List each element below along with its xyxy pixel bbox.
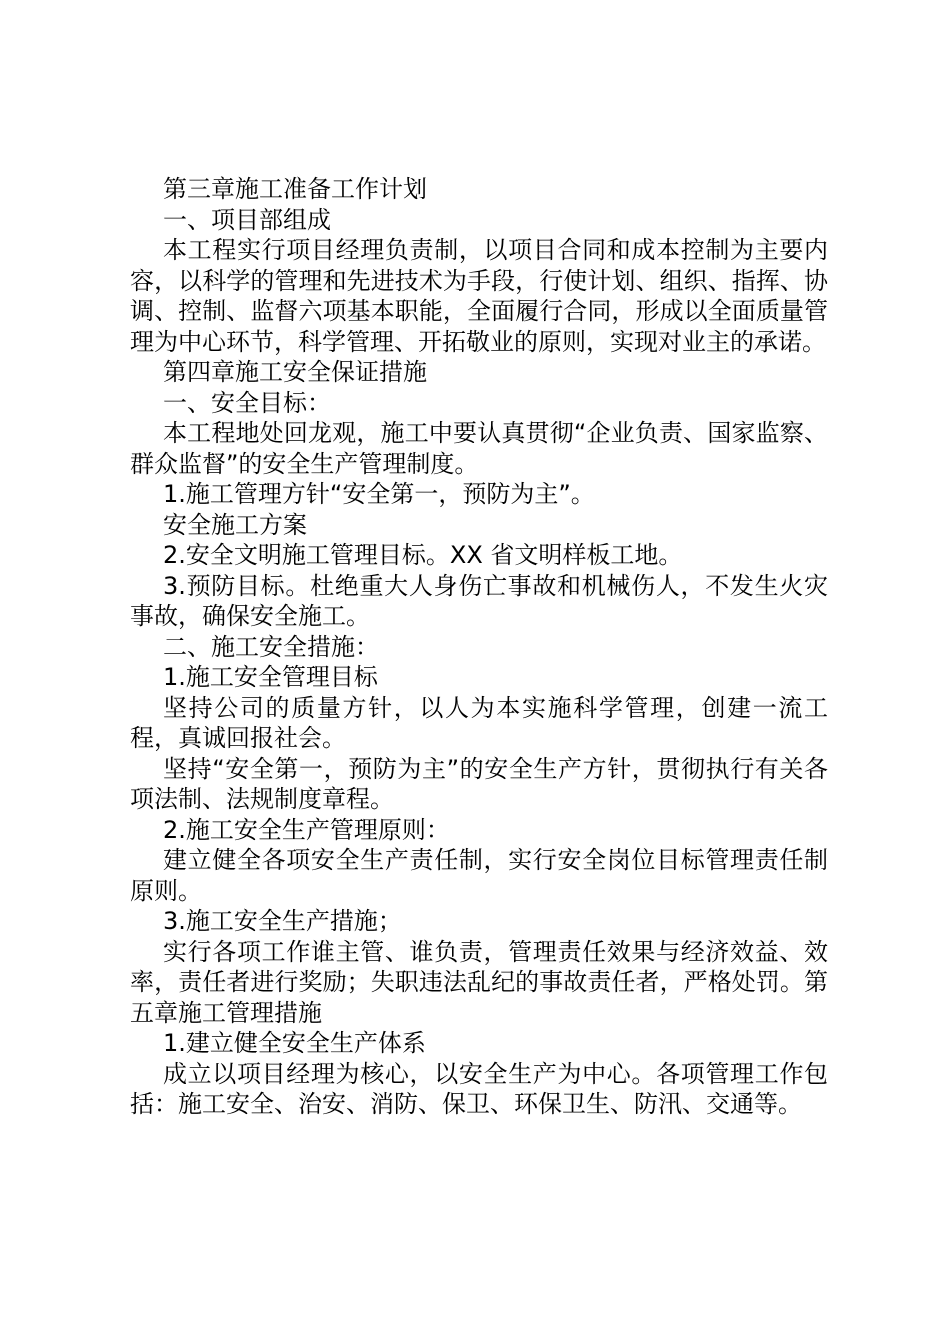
paragraph-safety-policy: 坚持“安全第一，预防为主”的安全生产方针，贯彻执行有关各项法制、法规制度章程。 (130, 754, 828, 813)
section-project-dept-heading: 一、项目部组成 (163, 205, 331, 234)
item-management-principle: 2.施工安全生产管理原则： (163, 815, 450, 844)
subheading-safety-plan: 安全施工方案 (163, 510, 307, 539)
chapter-4-heading: 第四章施工安全保证措施 (163, 358, 427, 386)
section-safety-measures-heading: 二、施工安全措施： (163, 632, 379, 661)
section-safety-goal-heading: 一、安全目标： (163, 388, 331, 417)
paragraph-accountability: 实行各项工作谁主管、谁负责，管理责任效果与经济效益、效率，责任者进行奖励；失职违法乱纪的事故责任者，严格处罚。第五章施工管理措施 (130, 937, 828, 1027)
paragraph-site-location: 本工程地处回龙观，施工中要认真贯彻“企业负责、国家监察、群众监督”的安全生产管理制度。 (130, 419, 828, 478)
paragraph-management-scope: 成立以项目经理为核心，以安全生产为中心。各项管理工作包括：施工安全、治安、消防、保卫、环保卫生、防汛、交通等。 (130, 1059, 828, 1118)
paragraph-responsibility-system: 建立健全各项安全生产责任制，实行安全岗位目标管理责任制原则。 (130, 846, 828, 905)
item-production-measures: 3.施工安全生产措施； (163, 907, 402, 935)
item-safety-management-goal: 1.施工安全管理目标 (163, 663, 378, 691)
item-prevention-goal: 3.预防目标。杜绝重大人身伤亡事故和机械伤人，不发生火灾事故，确保安全施工。 (130, 571, 828, 630)
document-body (130, 174, 828, 1120)
chapter-3-heading: 第三章施工准备工作计划 (163, 175, 427, 203)
item-civilized-goal: 2.安全文明施工管理目标。XX 省文明样板工地。 (163, 541, 683, 569)
item-management-policy: 1.施工管理方针“安全第一，预防为主”。 (163, 480, 595, 508)
item-safety-system: 1.建立健全安全生产体系 (163, 1029, 426, 1057)
paragraph-project-manager: 本工程实行项目经理负责制，以项目合同和成本控制为主要内容，以科学的管理和先进技术为手段，行使计划、组织、指挥、协调、控制、监督六项基本职能，全面履行合同，形成以全面质量管理为中心环节，科学管理、开拓敬业的原则，实现对业主的承诺。 (130, 236, 828, 356)
paragraph-quality-policy: 坚持公司的质量方针，以人为本实施科学管理，创建一流工程，真诚回报社会。 (130, 693, 828, 752)
